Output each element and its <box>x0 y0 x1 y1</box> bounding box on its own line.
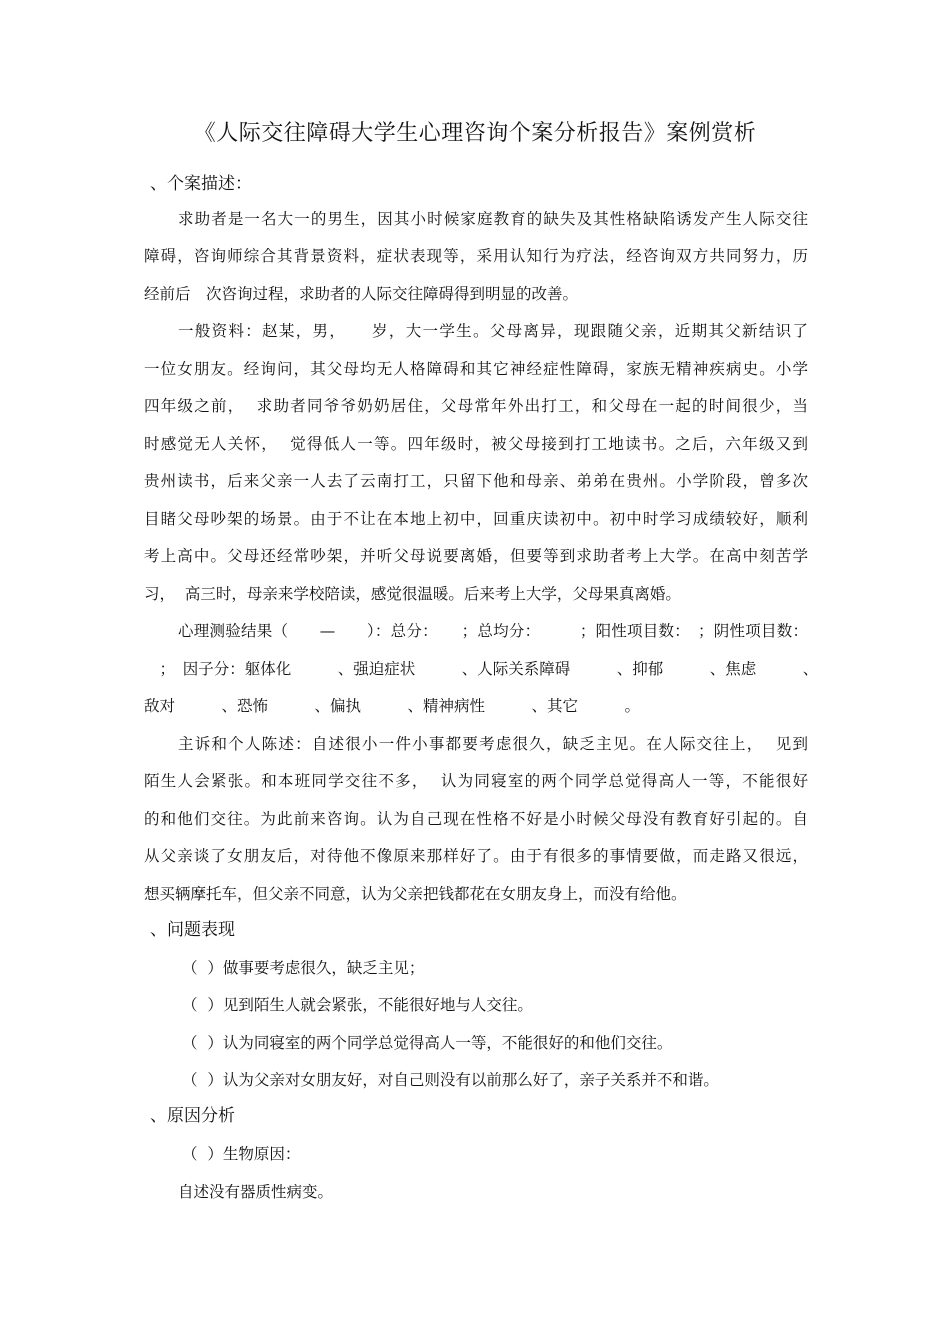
paragraph-line: 陌生人会紧张。和本班同学交往不多， 认为同寝室的两个同学总觉得高人一等，不能很好 <box>144 772 808 790</box>
paragraph-line: 障碍，咨询师综合其背景资料，症状表现等，采用认知行为疗法，经咨询双方共同努力，历 <box>144 247 808 265</box>
paragraph-line: 一般资料：赵某，男， 岁，大一学生。父母离异，现跟随父亲，近期其父新结识了 <box>178 322 808 340</box>
paragraph-line: ； 因子分：躯体化 、强迫症状 、人际关系障碍 、抑郁 、焦虑 、 <box>144 660 819 678</box>
paragraph-line: 一位女朋友。经询问，其父母均无人格障碍和其它神经症性障碍，家族无精神疾病史。小学 <box>144 360 808 378</box>
paragraph-line: 心理测验结果（ — ）：总分： ；总均分： ；阳性项目数： ；阴性项目数： <box>178 622 808 640</box>
section-heading-case-description: 、个案描述： <box>150 174 252 194</box>
paragraph-line: 从父亲谈了女朋友后，对待他不像原来那样好了。由于有很多的事情要做，而走路又很远， <box>144 847 808 865</box>
paragraph-line: 考上高中。父母还经常吵架，并听父母说要离婚，但要等到求助者考上大学。在高中刻苦学 <box>144 547 808 565</box>
paragraph-line: 主诉和个人陈述：自述很小一件小事都要考虑很久，缺乏主见。在人际交往上， 见到 <box>178 735 808 753</box>
paragraph-line: 时感觉无人关怀， 觉得低人一等。四年级时，被父母接到打工地读书。之后，六年级又到 <box>144 435 808 453</box>
list-item: （ ）生物原因： <box>182 1145 301 1163</box>
paragraph-line: 目睹父母吵架的场景。由于不让在本地上初中，回重庆读初中。初中时学习成绩较好，顺利 <box>144 510 808 528</box>
paragraph-line: 经前后 次咨询过程，求助者的人际交往障碍得到明显的改善。 <box>144 285 579 303</box>
list-item: （ ）做事要考虑很久，缺乏主见； <box>182 959 425 977</box>
list-item: （ ）见到陌生人就会紧张，不能很好地与人交往。 <box>182 996 533 1014</box>
list-item: （ ）认为父亲对女朋友好，对自己则没有以前那么好了，亲子关系并不和谐。 <box>182 1071 719 1089</box>
paragraph-line: 敌对 、恐怖 、偏执 、精神病性 、其它 。 <box>144 697 641 715</box>
list-item: （ ）认为同寝室的两个同学总觉得高人一等，不能很好的和他们交往。 <box>182 1034 673 1052</box>
section-heading-causes: 、原因分析 <box>150 1106 235 1126</box>
paragraph-line: 想买辆摩托车，但父亲不同意，认为父亲把钱都花在女朋友身上，而没有给他。 <box>144 885 687 903</box>
paragraph-line: 习， 高三时，母亲来学校陪读，感觉很温暖。后来考上大学，父母果真离婚。 <box>144 585 681 603</box>
paragraph-line: 的和他们交往。为此前来咨询。认为自己现在性格不好是小时候父母没有教育好引起的。自 <box>144 810 808 828</box>
paragraph-line: 四年级之前， 求助者同爷爷奶奶居住，父母常年外出打工，和父母在一起的时间很少，当 <box>144 397 808 415</box>
section-heading-problems: 、问题表现 <box>150 920 235 940</box>
document-title: 《人际交往障碍大学生心理咨询个案分析报告》案例赏析 <box>193 121 757 146</box>
paragraph-line: 自述没有器质性病变。 <box>178 1183 334 1201</box>
paragraph-line: 贵州读书，后来父亲一人去了云南打工，只留下他和母亲、弟弟在贵州。小学阶段，曾多次 <box>144 472 808 490</box>
paragraph-line: 求助者是一名大一的男生，因其小时候家庭教育的缺失及其性格缺陷诱发产生人际交往 <box>178 210 808 228</box>
